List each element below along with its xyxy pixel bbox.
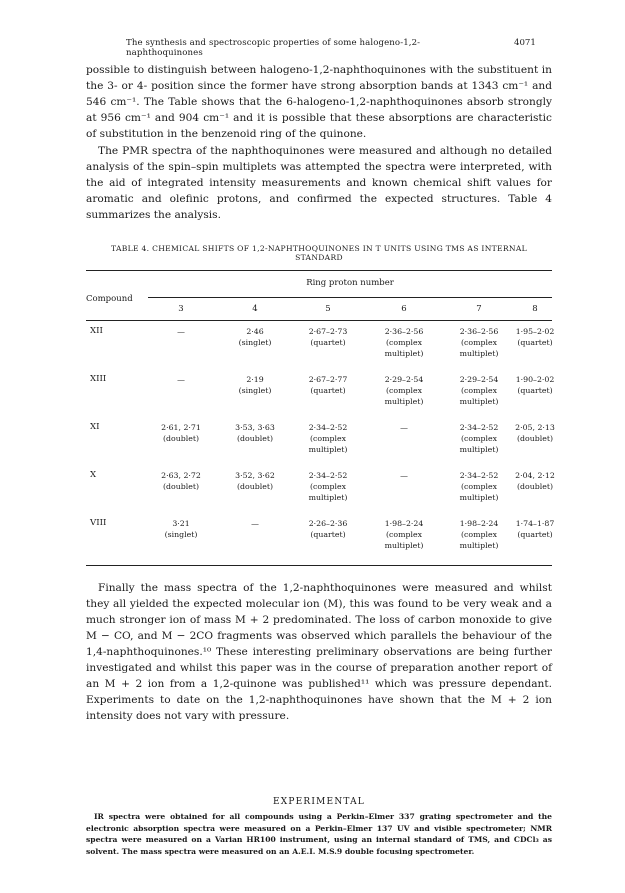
table-cell <box>220 422 290 444</box>
table-caption <box>86 244 552 262</box>
table-cell-line: 1·90–2·02 <box>515 375 555 384</box>
table-cell <box>220 470 290 492</box>
table-cell-line: 1·95–2·02 <box>515 327 555 336</box>
table-cell <box>220 518 290 529</box>
compound-label: XIII <box>90 374 107 384</box>
table-caption-label: TABLE 4. <box>111 244 150 253</box>
compound-label: XI <box>90 422 100 432</box>
compound-label: XII <box>90 326 103 336</box>
table-cell <box>500 422 570 444</box>
running-head: The synthesis and spectroscopic properties of some halogeno-1,2-naphthoquinones <box>126 38 421 58</box>
table-cell-line: 2·63, 2·72 <box>161 471 201 480</box>
table-cell <box>500 374 570 396</box>
table-cell <box>500 326 570 348</box>
table-cell-line: — <box>400 471 408 480</box>
table-cell-line: multiplet) <box>384 397 424 406</box>
table-cell-line: — <box>177 327 185 336</box>
column-header-5: 5 <box>325 304 331 314</box>
table-cell-line: (complex <box>386 530 422 539</box>
table-cell-line: — <box>251 519 259 528</box>
table-cell-line: 2·05, 2·13 <box>515 423 555 432</box>
table-cell-line: multiplet) <box>459 541 499 550</box>
column-header-4: 4 <box>252 304 258 314</box>
table-cell-line: 2·19 <box>246 375 264 384</box>
table-cell-line: 3·53, 3·63 <box>235 423 275 432</box>
table-cell-line: (complex <box>461 482 497 491</box>
table-cell <box>293 470 363 503</box>
table-cell-line: 2·26–2·36 <box>308 519 348 528</box>
compound-column-header: Compound <box>86 294 133 304</box>
table-cell-line: (quartet) <box>310 386 346 395</box>
table-cell-line: (doublet) <box>236 434 274 443</box>
experimental-heading: EXPERIMENTAL <box>273 797 365 807</box>
table-cell-line: 2·36–2·56 <box>459 327 499 336</box>
table-cell <box>146 470 216 492</box>
table-cell-line: (complex <box>386 386 422 395</box>
table-cell-line: 3·21 <box>172 519 190 528</box>
table-cell <box>369 470 439 481</box>
table-cell-line: (complex <box>310 434 346 443</box>
table-cell-line: 2·67–2·73 <box>308 327 348 336</box>
table-cell-line: 2·34–2·52 <box>459 423 499 432</box>
table-cell-line: (complex <box>310 482 346 491</box>
table-cell-line: 2·46 <box>246 327 264 336</box>
table-cell-line: 2·61, 2·71 <box>161 423 201 432</box>
table-cell-line: (doublet) <box>516 434 554 443</box>
table-cell-line: 1·98–2·24 <box>459 519 499 528</box>
table-cell-line: (complex <box>461 338 497 347</box>
table-cell-line: multiplet) <box>459 493 499 502</box>
table-cell-line: multiplet) <box>384 541 424 550</box>
page-number: 4071 <box>514 38 536 48</box>
table-cell-line: (complex <box>461 386 497 395</box>
ring-proton-header: Ring proton number <box>306 278 394 288</box>
table-cell-line: (complex <box>461 434 497 443</box>
table-cell-line: (singlet) <box>238 386 272 395</box>
table-cell <box>293 326 363 348</box>
table-cell-line: (complex <box>386 338 422 347</box>
body-paragraph-3: Finally the mass spectra of the 1,2-naphthoquinones were measured and whilst they all yielded the expected molecular ion (M), this was found to be very weak and a much stronger ion of mass M + 2 predominated. The loss of carbon monoxide to give M − CO, and M − 2CO fragments was observed which parallels the behaviour of the 1,4-naphthoquinones.¹⁰ These interesting preliminary observations are being further investigated and whilst this paper was in the course of preparation another report of an M + 2 ion from a 1,2-quinone was published¹¹ which was pressure dependant. Experiments to date on the 1,2-naphthoquinones have shown that the M + 2 ion intensity does not vary with pressure. <box>86 582 552 722</box>
table-caption-text: CHEMICAL SHIFTS OF 1,2-NAPHTHOQUINONES IN Τ UNITS USING TMS AS INTERNAL STANDARD <box>152 244 527 262</box>
table-cell-line: multiplet) <box>308 445 348 454</box>
column-header-8: 8 <box>532 304 538 314</box>
table-cell <box>500 518 570 540</box>
table-top-rule <box>86 270 552 271</box>
table-cell-line: (singlet) <box>238 338 272 347</box>
table-cell-line: 2·67–2·77 <box>308 375 348 384</box>
table-cell-line: 2·29–2·54 <box>459 375 499 384</box>
table-cell <box>220 326 290 348</box>
table-cell-line: (quartet) <box>517 338 553 347</box>
table-cell-line: multiplet) <box>308 493 348 502</box>
table-header-rule <box>86 320 552 321</box>
table-cell-line: (doublet) <box>162 482 200 491</box>
table-cell-line: (quartet) <box>517 530 553 539</box>
table-cell <box>146 518 216 540</box>
table-cell-line: 2·36–2·56 <box>384 327 424 336</box>
table-cell <box>146 374 216 385</box>
body-paragraph-1: possible to distinguish between halogeno-1,2-naphthoquinones with the substituent in the 3- or 4- position since the former have strong absorption bands at 1343 cm⁻¹ and 546 cm⁻¹. The Table shows that the 6-halogeno-1,2-naphthoquinones absorb strongly at 956 cm⁻¹ and 904 cm⁻¹ and it is possible that these absorptions are characteristic of substitution in the benzenoid ring of the quinone. <box>86 64 552 140</box>
table-cell-line: (singlet) <box>164 530 198 539</box>
chemical-shift-table <box>86 262 555 568</box>
table-cell-line: — <box>177 375 185 384</box>
table-cell <box>220 374 290 396</box>
table-cell-line: multiplet) <box>459 397 499 406</box>
table-cell-line: multiplet) <box>384 349 424 358</box>
column-header-7: 7 <box>476 304 482 314</box>
column-header-3: 3 <box>178 304 184 314</box>
table-cell-line: 2·34–2·52 <box>308 471 348 480</box>
table-cell <box>369 422 439 433</box>
table-cell <box>293 374 363 396</box>
column-header-6: 6 <box>401 304 407 314</box>
header-span-rule <box>148 297 552 298</box>
table-cell <box>369 374 439 407</box>
table-cell-line: (quartet) <box>310 530 346 539</box>
experimental-text: IR spectra were obtained for all compounds using a Perkin–Elmer 337 grating spectrometer and the electronic absorption spectra were measured on a Perkin–Elmer 137 UV and visible spectrometer; NMR spectra were measured on a Varian HR100 instrument, using an internal standard of TMS, and CDCl₃ as solvent. The mass spectra were measured on an A.E.I. M.S.9 double focusing spectrometer. <box>86 812 552 856</box>
table-cell-line: 2·34–2·52 <box>308 423 348 432</box>
table-cell <box>146 326 216 337</box>
table-cell <box>146 422 216 444</box>
table-cell-line: (complex <box>461 530 497 539</box>
table-bottom-rule <box>86 565 552 566</box>
body-paragraph-2: The PMR spectra of the naphthoquinones were measured and although no detailed analysis of the spin–spin multiplets was attempted the spectra were interpreted, with the aid of integrated intensity measurements and known chemical shift values for aromatic and olefinic protons, and confirmed the expected structures. Table 4 summarizes the analysis. <box>86 145 552 221</box>
table-cell <box>293 422 363 455</box>
table-cell <box>369 518 439 551</box>
table-cell-line: multiplet) <box>459 349 499 358</box>
compound-label: X <box>90 470 97 480</box>
table-cell-line: 1·98–2·24 <box>384 519 424 528</box>
table-cell-line: (doublet) <box>236 482 274 491</box>
table-cell-line: 2·34–2·52 <box>459 471 499 480</box>
table-cell <box>500 470 570 492</box>
table-cell-line: multiplet) <box>459 445 499 454</box>
table-cell-line: 2·04, 2·12 <box>515 471 555 480</box>
table-cell-line: 2·29–2·54 <box>384 375 424 384</box>
table-cell-line: (doublet) <box>516 482 554 491</box>
table-cell-line: (quartet) <box>310 338 346 347</box>
table-cell-line: (quartet) <box>517 386 553 395</box>
table-cell <box>369 326 439 359</box>
table-cell-line: (doublet) <box>162 434 200 443</box>
table-cell-line: — <box>400 423 408 432</box>
table-cell <box>293 518 363 540</box>
compound-label: VIII <box>90 518 107 528</box>
table-cell-line: 3·52, 3·62 <box>235 471 275 480</box>
table-cell-line: 1·74–1·87 <box>515 519 555 528</box>
